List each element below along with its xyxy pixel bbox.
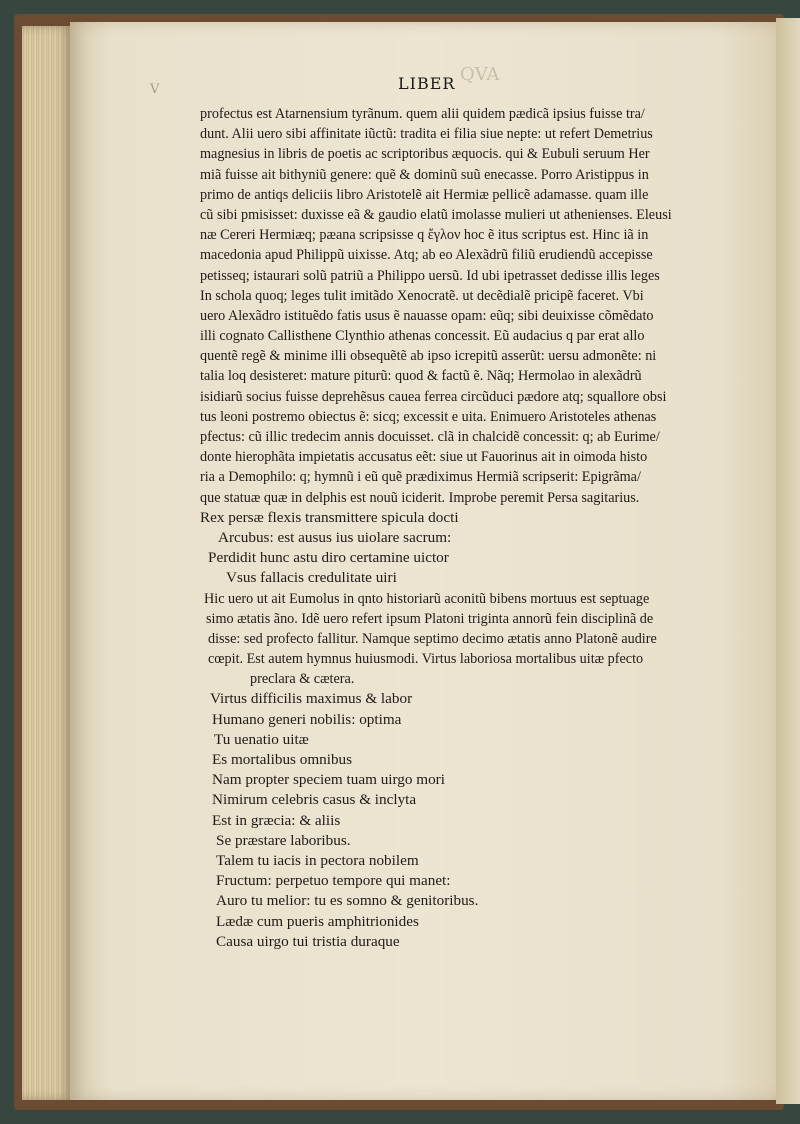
text-line: Es mortalibus omnibus [212,751,353,768]
text-line: Lædæ cum pueris amphitrionides [216,912,419,930]
text-line: que statuæ quæ in delphis est nouũ iciderit. Improbe peremit Persa sagitarius. [200,489,640,506]
folio-mark: V [150,82,160,97]
text-line: In schola quoq; leges tulit imitãdo Xenocratẽ. ut decẽdialẽ pricipẽ faceret. Vbi [200,287,644,304]
text-line: simo ætatis ãno. Idẽ uero refert ipsum Platoni triginta annorũ fein disciplinã de [206,610,654,627]
text-line: dunt. Alii uero sibi affinitate iũctũ: tradita ei filia siue nepte: ut refert Demetrius [200,126,653,143]
page-edges [22,26,72,1100]
text-line: Virtus difficilis maximus & labor [210,690,413,708]
text-line: Perdidit hunc astu diro certamine uictor [208,549,449,567]
text-line: Auro tu melior: tu es somno & genitoribus. [216,892,479,910]
text-line: isidiarũ socius fuisse deprehẽsus cauea ferrea circũduci pædore atq; squallore obsi [200,388,667,405]
text-line: Nimirum celebris casus & inclyta [212,791,417,809]
text-line: Talem tu iacis in pectora nobilem [216,851,419,869]
text-line: illi cognato Callisthene Clynthio athenas concessit. Eũ audacius q par erat allo [200,328,645,345]
text-line: disse: sed profecto fallitur. Namque septimo decimo ætatis anno Platonẽ audire [208,630,657,647]
text-line: Vsus fallacis credulitate uiri [226,569,397,587]
text-line: petisseq; istaurari solũ patriũ a Philippo uersũ. Id ubi ipetrasset dedisse illis leges [200,267,660,284]
text-line: Hic uero ut ait Eumolus in qnto historiarũ aconitũ bibens mortuus est septuage [204,590,650,607]
text-line: Rex persæ flexis transmittere spicula docti [200,508,459,526]
text-line: donte hierophãta impietatis accusatus eẽt: siue ut Fauorinus ait in oimoda histo [200,449,648,466]
text-line: ria a Demophilo: q; hymnũ i eũ quẽ prædiximus Hermiã scripserit: Epigrãma/ [200,469,641,486]
text-line: quentẽ regẽ & minime illi obsequẽtẽ ab ipso icrepitũ asserũt: uersu admonẽte: ni [200,348,657,365]
text-line: Est in græcia: & aliis [212,811,341,829]
text-line: preclara & cætera. [250,671,355,688]
text-line: macedonia apud Philippũ uixisse. Atq; ab eo Alexãdrũ filiũ erudiendũ accepisse [200,247,653,264]
text-line: magnesius in libris de poetis ac scriptoribus æquocis. qui & Eubuli seruum Her [200,146,650,163]
text-line: miã fuisse ait bithyniũ genere: quẽ & dominũ suũ enecasse. Porro Aristippus in [200,166,649,183]
text-block [200,104,740,952]
text-line: Arcubus: est ausus ius uiolare sacrum: [218,528,452,546]
text-line: pfectus: cũ illic tredecim annis docuisset. clã in chalcidẽ concessit: q; ab Eurime/ [200,429,660,445]
text-line: Se præstare laboribus. [216,831,351,849]
running-head: LIBER [398,74,456,93]
text-line: Causa uirgo tui tristia duraque [216,932,400,950]
text-line: primo de antiqs deliciis libro Aristotelẽ ait Hermiæ pellicẽ adamasse. quam ille [200,186,649,203]
text-line: talia loq desisteret: mature piturũ: quod & factũ ẽ. Nãq; Hermolao in alexãdrũ [200,368,642,385]
text-line: cũ sibi pmisisset: duxisse eã & gaudio elatũ imolasse mulieri ut athenienses. Eleusi [200,206,672,223]
text-line: Tu uenatio uitæ [214,730,309,748]
text-line: Nam propter speciem tuam uirgo mori [212,771,445,789]
bleed-through-text: QVA [460,64,500,85]
text-line: cœpit. Est autem hymnus huiusmodi. Virtus laboriosa mortalibus uitæ pfecto [208,651,644,668]
text-line: uero Alexãdro istituẽdo fatis usus ẽ nauasse opam: eũq; sibi deuixisse cõmẽdato [200,307,654,324]
text-line: næ Cereri Hermiæq; pæana scripsisse q ἔγλον hoc ẽ itus scriptus est. Hinc iã in [200,227,649,244]
text-line: Fructum: perpetuo tempore qui manet: [216,872,451,890]
text-line: Humano generi nobilis: optima [212,710,402,728]
facing-page-edge [776,18,800,1104]
text-line: tus leoni postremo obiectus ẽ: sicq; excessit e uita. Enimuero Aristoteles athenas [200,408,657,425]
text-line: profectus est Atarnensium tyrãnum. quem alii quidem pædicã ipsius fuisse tra/ [200,106,645,122]
